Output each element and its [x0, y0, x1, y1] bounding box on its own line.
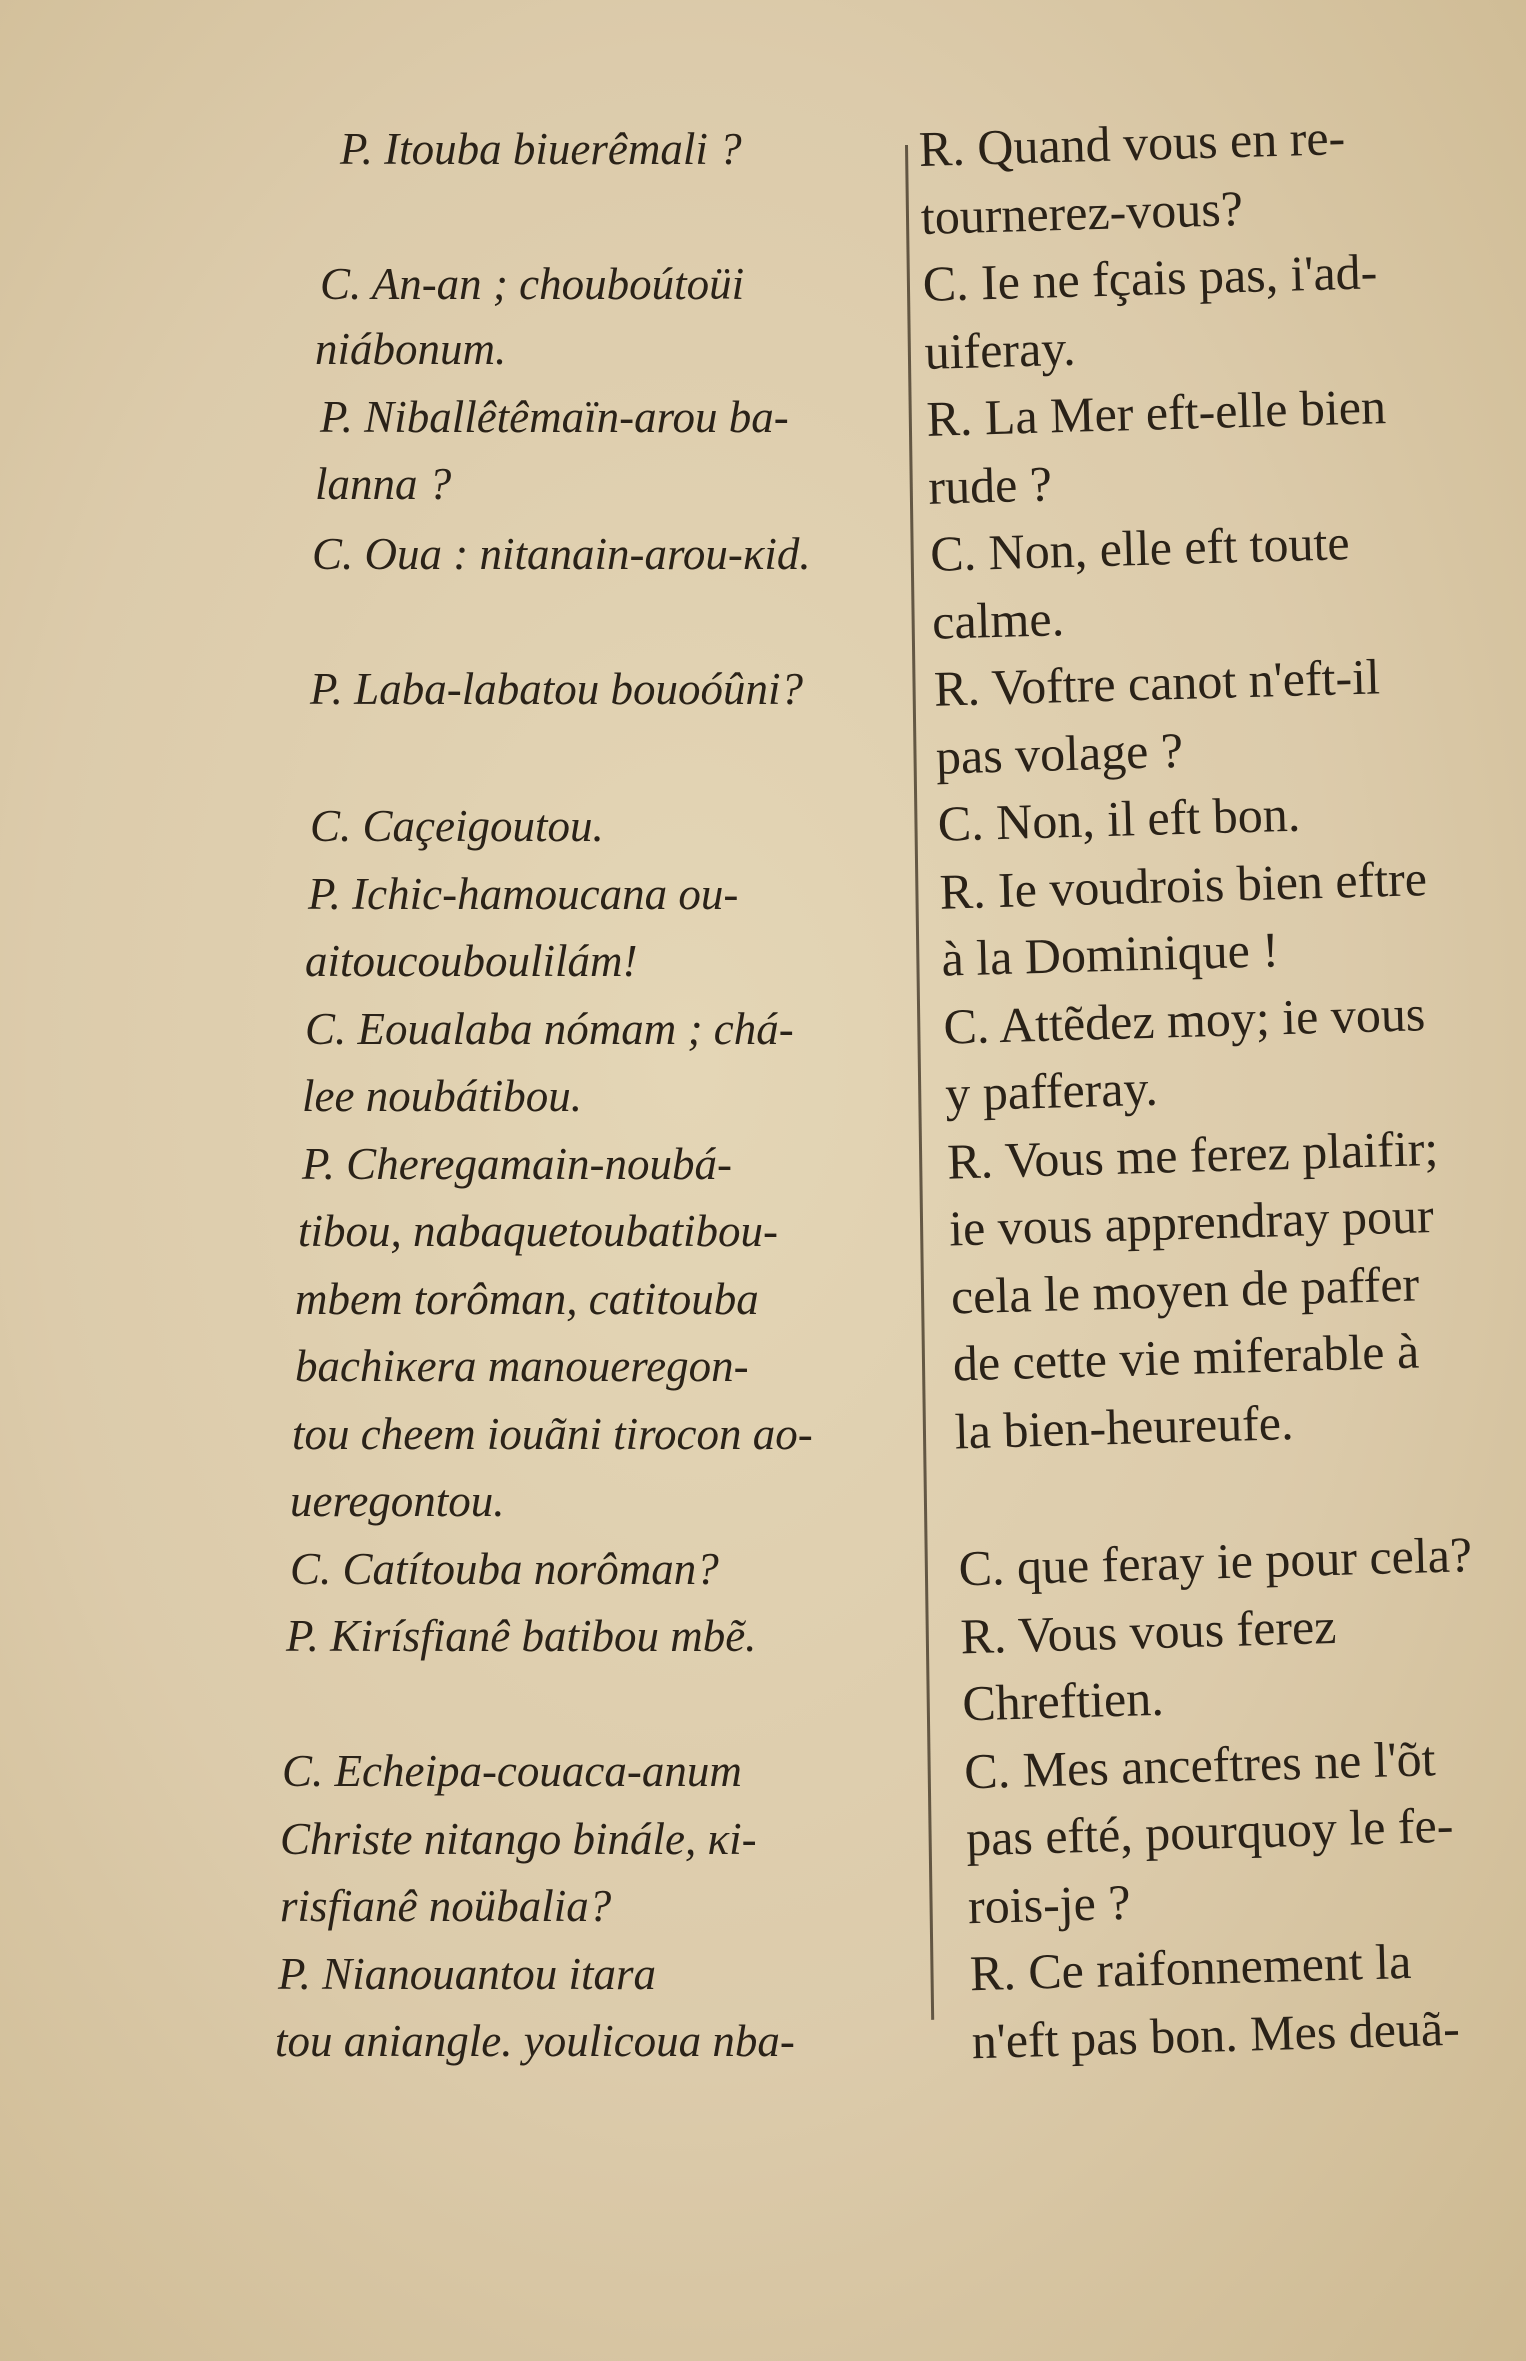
text-line: cela le moyen de paffer: [950, 1255, 1420, 1325]
text-line: risfianê noübalia?: [280, 1881, 612, 1931]
text-line: pas efté, pourquoy le fe-: [965, 1796, 1455, 1867]
text-line: tou cheem iouãni tirocon ao-: [292, 1409, 813, 1459]
text-line: calme.: [931, 590, 1065, 650]
text-line: R. Vous me ferez plaifir;: [946, 1119, 1439, 1190]
text-line: C. Echeipa-couaca-anum: [282, 1746, 742, 1796]
text-line: Chreftien.: [961, 1669, 1165, 1732]
text-line: C. Eoualaba nómam ; chá-: [305, 1004, 794, 1054]
text-line: R. Vous vous ferez: [959, 1597, 1338, 1665]
text-line: P. Cheregamain-noubá-: [302, 1139, 732, 1189]
text-line: P. Itouba biuerêmali ?: [340, 124, 742, 174]
text-line: C. An-an ; chouboútoüi: [320, 259, 745, 309]
text-line: ie vous apprendray pour: [948, 1187, 1435, 1257]
text-line: R. Quand vous en re-: [918, 109, 1346, 177]
text-line: C. Mes anceftres ne l'õt: [963, 1730, 1437, 1800]
text-line: P. Nianouantou itara: [278, 1949, 656, 1999]
text-line: P. Kirísfianê batibou mbẽ.: [286, 1611, 757, 1661]
text-line: C. Ie ne fçais pas, i'ad-: [921, 243, 1378, 312]
text-line: tibou, nabaquetoubatibou-: [298, 1206, 778, 1256]
text-line: P. Ichic-hamoucana ou-: [308, 869, 739, 919]
text-line: R. Voftre canot n'eft-il: [933, 648, 1381, 717]
text-line: R. La Mer eft-elle bien: [925, 378, 1387, 447]
text-line: C. Caçeigoutou.: [310, 801, 604, 851]
text-line: aitoucouboulilám!: [305, 936, 638, 986]
text-line: C. que feray ie pour cela?: [957, 1526, 1473, 1597]
text-line: R. Ie voudrois bien eftre: [938, 850, 1428, 920]
text-line: lee noubátibou.: [302, 1071, 582, 1121]
text-line: y pafferay.: [944, 1059, 1159, 1122]
text-line: n'eft pas bon. Mes deuã-: [971, 1999, 1461, 2070]
text-line: tournerez-vous?: [920, 179, 1244, 245]
right-column-french-text: [918, 98, 1518, 2070]
text-line: C. Non, il eft bon.: [937, 785, 1301, 852]
text-line: P. Laba-labatou bouoóûni?: [310, 664, 803, 714]
text-line: de cette vie miferable à: [952, 1322, 1420, 1392]
text-line: rude ?: [927, 455, 1053, 515]
text-line: lanna ?: [315, 459, 452, 509]
text-line: C. Attẽdez moy; ie vous: [942, 985, 1426, 1055]
text-line: rois-je ?: [967, 1873, 1132, 1935]
text-line: pas volage ?: [935, 721, 1184, 785]
text-line: uiferay.: [923, 319, 1077, 380]
text-line: C. Oua : nitanain-arou-κid.: [312, 529, 811, 579]
text-line: à la Dominique !: [940, 921, 1280, 987]
text-line: bachiκera manoueregon-: [295, 1341, 749, 1391]
text-line: niábonum.: [315, 324, 507, 374]
text-line: P. Niballêtêmaïn-arou ba-: [320, 392, 789, 442]
text-line: la bien-heureufe.: [953, 1394, 1295, 1460]
text-line: C. Non, elle eft toute: [929, 514, 1351, 582]
text-line: ueregontou.: [290, 1476, 505, 1526]
text-line: mbem torôman, catitouba: [295, 1274, 759, 1324]
text-line: R. Ce raifonnement la: [969, 1932, 1413, 2002]
text-line: Christe nitango binále, κi-: [280, 1814, 757, 1864]
text-line: C. Catítouba norôman?: [290, 1544, 719, 1594]
text-line: tou aniangle. youlicoua nba-: [275, 2016, 795, 2066]
